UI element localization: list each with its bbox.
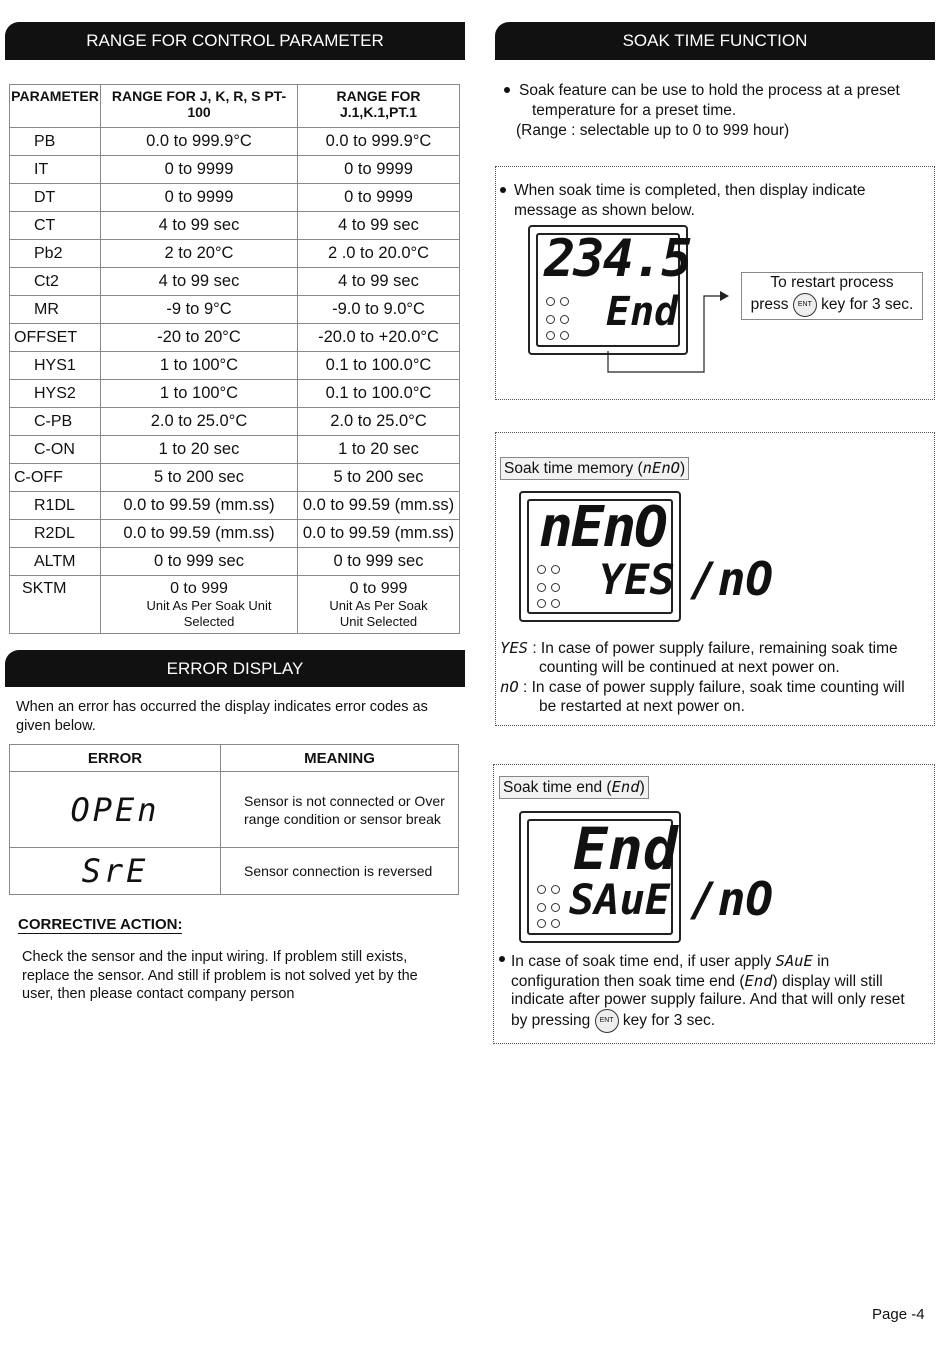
yes-explanation-cont: counting will be continued at next power on. — [539, 659, 840, 676]
soak-memory-tag: Soak time memory (nEnO) — [500, 457, 689, 480]
error-code-open: OPEn — [10, 772, 221, 848]
soak-intro-line1: Soak feature can be use to hold the process at a preset — [519, 82, 900, 99]
range-jk1-value: 2.0 to 25.0°C — [298, 408, 460, 436]
soak-end-line3: indicate after power supply failure. And that will only reset — [511, 991, 905, 1008]
table-row — [10, 520, 460, 548]
range-jkrs-value: 1 to 100°C — [101, 380, 298, 408]
table-row — [10, 464, 460, 492]
parameter-range-table — [9, 84, 460, 634]
range-jk1-value: 0.0 to 99.59 (mm.ss) — [298, 520, 460, 548]
restart-note: To restart process press ENT key for 3 sec. — [741, 272, 923, 320]
range-jkrs-value: 0 to 9999 — [101, 156, 298, 184]
error-code-sre: SrE — [10, 848, 221, 895]
soak-end-line4: by pressing ENT key for 3 sec. — [511, 1009, 715, 1033]
range-jk1-value: 4 to 99 sec — [298, 212, 460, 240]
bullet — [500, 187, 506, 193]
table-row — [10, 408, 460, 436]
display-bottom-value: End — [606, 289, 679, 335]
table-row — [10, 436, 460, 464]
range-jkrs-value: 4 to 99 sec — [101, 268, 298, 296]
display-bottom-value: SAuE — [569, 875, 671, 924]
param-name: SKTM — [10, 576, 101, 634]
table-row — [10, 848, 459, 895]
range-jkrs-value: 0 to 9999 — [101, 184, 298, 212]
param-name: HYS2 — [10, 380, 101, 408]
range-jkrs-value: 0 to 999 sec — [101, 548, 298, 576]
param-name: C-ON — [10, 436, 101, 464]
range-jk1-value: 0 to 999 Unit As Per Soak Unit Selected — [298, 576, 460, 634]
bullet — [504, 87, 510, 93]
range-jk1-value: 1 to 20 sec — [298, 436, 460, 464]
unit-note: Unit As Per Soak Unit Selected — [146, 598, 272, 629]
param-name: C-PB — [10, 408, 101, 436]
range-jkrs-value: 0 to 999 Unit As Per Soak Unit Selected — [101, 576, 298, 634]
range-jkrs-value: -20 to 20°C — [101, 324, 298, 352]
error-meaning: Sensor connection is reversed — [221, 848, 459, 895]
bullet — [499, 956, 505, 962]
range-header: RANGE FOR CONTROL PARAMETER — [5, 22, 465, 60]
table-row — [10, 380, 460, 408]
error-intro: When an error has occurred the display indicates error codes as given below. — [16, 699, 428, 734]
error-table — [9, 744, 459, 895]
range-jkrs-value: 4 to 99 sec — [101, 212, 298, 240]
yes-explanation: YES : In case of power supply failure, remaining soak time — [500, 639, 898, 657]
error-meaning: Sensor is not connected or Over range condition or sensor break — [221, 772, 459, 848]
box1-line2: message as shown below. — [514, 202, 695, 219]
display-top-value: End — [573, 815, 678, 883]
no-explanation-cont: be restarted at next power on. — [539, 698, 745, 715]
param-name: Ct2 — [10, 268, 101, 296]
range-jk1-value: 0 to 9999 — [298, 184, 460, 212]
ent-key-icon: ENT — [793, 293, 817, 317]
range-jkrs-value: 5 to 200 sec — [101, 464, 298, 492]
meaning-col-header: MEANING — [221, 745, 459, 772]
range-jk1-value: 5 to 200 sec — [298, 464, 460, 492]
range-jk1-value: 0 to 9999 — [298, 156, 460, 184]
table-row — [10, 212, 460, 240]
range-jk1-value: 4 to 99 sec — [298, 268, 460, 296]
controller-display — [519, 811, 681, 943]
range-jk1-value: 0 to 999 sec — [298, 548, 460, 576]
param-name: CT — [10, 212, 101, 240]
table-row — [10, 324, 460, 352]
param-name: OFFSET — [10, 324, 101, 352]
alt-option-no: /nO — [690, 552, 774, 606]
no-explanation: nO : In case of power supply failure, soak time counting will — [500, 678, 905, 696]
range-jk1-value: -9.0 to 9.0°C — [298, 296, 460, 324]
table-row — [10, 128, 460, 156]
range-jk1-value: -20.0 to +20.0°C — [298, 324, 460, 352]
table-row — [10, 268, 460, 296]
soak-end-line2: configuration then soak time end (End) display will still — [511, 972, 883, 990]
parameter-table-body — [10, 128, 460, 634]
range-jkrs-value: 2.0 to 25.0°C — [101, 408, 298, 436]
range-jkrs-value: 0.0 to 999.9°C — [101, 128, 298, 156]
range-jk1-value: 0.1 to 100.0°C — [298, 380, 460, 408]
table-row — [10, 352, 460, 380]
corrective-action-text: Check the sensor and the input wiring. If problem still exists, replace the sensor. And still if problem is not solved yet by the user, then please contact company person — [22, 949, 418, 1002]
param-name: DT — [10, 184, 101, 212]
table-row — [10, 240, 460, 268]
soak-end-line1: In case of soak time end, if user apply SAuE in — [511, 952, 830, 970]
table-header-range-jk1: RANGE FOR J.1,K.1,PT.1 — [298, 85, 460, 128]
table-row — [10, 184, 460, 212]
range-jkrs-value: -9 to 9°C — [101, 296, 298, 324]
controller-display — [519, 491, 681, 622]
table-row — [10, 156, 460, 184]
param-name: PB — [10, 128, 101, 156]
table-row — [10, 548, 460, 576]
error-col-header: ERROR — [10, 745, 221, 772]
soak-intro-line2: temperature for a preset time. — [532, 102, 737, 119]
display-top-value: 234.5 — [544, 229, 691, 289]
table-header-parameter: PARAMETER — [10, 85, 101, 128]
table-header-range-jkrs: RANGE FOR J, K, R, S PT-100 — [101, 85, 298, 128]
param-name: HYS1 — [10, 352, 101, 380]
alt-option-no: /nO — [690, 872, 774, 926]
param-name: R2DL — [10, 520, 101, 548]
param-name: ALTM — [10, 548, 101, 576]
soak-header: SOAK TIME FUNCTION — [495, 22, 935, 60]
error-header: ERROR DISPLAY — [5, 650, 465, 687]
box1-line1: When soak time is completed, then display indicate — [514, 182, 866, 199]
range-jk1-value: 0.1 to 100.0°C — [298, 352, 460, 380]
param-name: R1DL — [10, 492, 101, 520]
ent-key-icon: ENT — [595, 1009, 619, 1033]
unit-note: Unit As Per Soak Unit Selected — [329, 598, 428, 629]
table-row — [10, 576, 460, 634]
param-name: IT — [10, 156, 101, 184]
range-jk1-value: 0.0 to 999.9°C — [298, 128, 460, 156]
param-name: C-OFF — [10, 464, 101, 492]
page-number: Page -4 — [872, 1306, 925, 1323]
soak-end-tag: Soak time end (End) — [499, 776, 649, 799]
param-name: Pb2 — [10, 240, 101, 268]
table-row — [10, 296, 460, 324]
range-jkrs-value: 0.0 to 99.59 (mm.ss) — [101, 492, 298, 520]
controller-display — [528, 225, 691, 355]
display-bottom-value: YES — [599, 555, 675, 604]
param-name: MR — [10, 296, 101, 324]
range-jkrs-value: 1 to 100°C — [101, 352, 298, 380]
range-jkrs-value: 1 to 20 sec — [101, 436, 298, 464]
range-jk1-value: 2 .0 to 20.0°C — [298, 240, 460, 268]
table-row — [10, 492, 460, 520]
display-top-value: nEnO — [539, 495, 666, 560]
corrective-action-title: CORRECTIVE ACTION: — [18, 916, 183, 933]
soak-intro-line3: (Range : selectable up to 0 to 999 hour) — [516, 122, 790, 139]
table-row — [10, 772, 459, 848]
range-jkrs-value: 0.0 to 99.59 (mm.ss) — [101, 520, 298, 548]
range-jkrs-value: 2 to 20°C — [101, 240, 298, 268]
range-jk1-value: 0.0 to 99.59 (mm.ss) — [298, 492, 460, 520]
